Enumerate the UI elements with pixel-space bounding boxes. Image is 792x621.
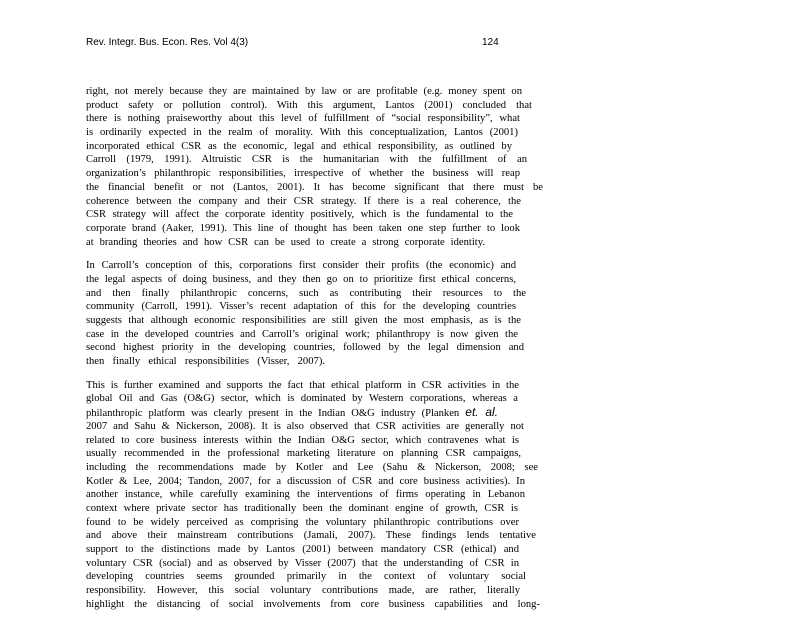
paragraph	[86, 379, 546, 612]
text-line: support to the distinctions made by Lantos (2001) between mandatory CSR (ethical) and	[86, 544, 519, 555]
text-line: incorporated ethical CSR as the economic, legal and ethical responsibility, as outlined by	[86, 140, 512, 152]
paragraph	[86, 85, 546, 249]
text-line: related to core business interests within the Indian O&G sector, which contravenes what is	[86, 434, 519, 446]
text-line: responsibility. However, this social voluntary contributions made, are rather, literally	[86, 585, 520, 597]
text-line: second highest priority in the developing countries, followed by the legal dimension and	[86, 342, 524, 354]
text-line: context where private sector has traditionally been the dominant engine of growth, CSR is	[86, 502, 518, 514]
text-line: is ordinarily expected in the realm of morality. With this conceptualization, Lantos (2001)	[86, 127, 518, 139]
text-line: there is nothing praiseworthy about this level of fulfillment of “social responsibility”, what	[86, 113, 520, 125]
text-line: CSR strategy will affect the corporate identity positively, which is the fundamental to the	[86, 209, 513, 221]
text-line: including the recommendations made by Kotler and Lee (Sahu & Nickerson, 2008; see	[86, 461, 538, 473]
text-line: right, not merely because they are maintained by law or are profitable (e.g. money spent on	[86, 86, 522, 97]
text-line: This is further examined and supports the fact that ethical platform in CSR activities in the	[86, 379, 519, 391]
text-line: at branding theories and how CSR can be used to create a strong corporate identity.	[86, 236, 485, 248]
text-line: usually recommended in the professional marketing literature on planning CSR campaigns,	[86, 448, 521, 460]
text-line: Carroll (1979, 1991). Altruistic CSR is the humanitarian with the fulfillment of an	[86, 154, 527, 166]
text-line: community (Carroll, 1991). Visser’s recent adaptation of this for the developing countries	[86, 301, 516, 313]
text-line: then finally ethical responsibilities (Visser, 2007).	[86, 356, 325, 368]
text-line: Kotler & Lee, 2004; Tandon, 2007, for a discussion of CSR and core business activities). In	[86, 475, 525, 487]
text-line: highlight the distancing of social involvements from core business capabilities and long-	[86, 598, 540, 610]
text-line: and then finally philanthropic concerns, such as contributing their resources to the	[86, 287, 526, 299]
text-line: developing countries seems grounded primarily in the context of voluntary social	[86, 571, 526, 583]
text-line: voluntary CSR (social) and as observed by Visser (2007) that the understanding of CSR in	[86, 557, 519, 569]
text-line: corporate brand (Aaker, 1991). This line of thought has been taken one step further to look	[86, 222, 520, 234]
page-number: 124	[482, 37, 499, 48]
text-line	[86, 406, 498, 420]
text-line: organization’s philanthropic responsibilities, irrespective of whether the business will reap	[86, 168, 520, 180]
text-line: coherence between the company and their CSR strategy. If there is a real coherence, the	[86, 195, 521, 207]
text-line: product safety or pollution control). With this argument, Lantos (2001) concluded that	[86, 99, 532, 111]
text-line: found to be widely perceived as comprising the voluntary philanthropic contributions over	[86, 516, 519, 528]
et-al-text: et. al.	[465, 406, 498, 420]
text-line: the financial benefit or not (Lantos, 2001). It has become significant that there must be	[86, 181, 543, 193]
text-line: global Oil and Gas (O&G) sector, which is dominated by Western corporations, whereas a	[86, 393, 518, 405]
text-line: the legal aspects of doing business, and they then go on to prioritize first ethical concerns,	[86, 273, 516, 285]
text-line: suggests that although economic responsibilities are still given the most emphasis, as is the	[86, 315, 521, 326]
text-line: 2007 and Sahu & Nickerson, 2008). It is also observed that CSR activities are generally not	[86, 420, 524, 432]
text-line: another instance, while carefully examining the interventions of firms operating in Lebanon	[86, 489, 525, 501]
body-text	[86, 85, 546, 621]
line-text: philanthropic platform was clearly present in the Indian O&G industry (Planken	[86, 408, 460, 420]
text-line: and above their mainstream contributions (Jamali, 2007). These findings lends tentative	[86, 530, 536, 542]
text-line: case in the developed countries and Carroll’s original work; philanthropy is now given the	[86, 328, 518, 340]
journal-citation: Rev. Integr. Bus. Econ. Res. Vol 4(3)	[86, 37, 249, 48]
paragraph	[86, 259, 546, 369]
text-line: In Carroll’s conception of this, corporations first consider their profits (the economic) and	[86, 260, 516, 272]
